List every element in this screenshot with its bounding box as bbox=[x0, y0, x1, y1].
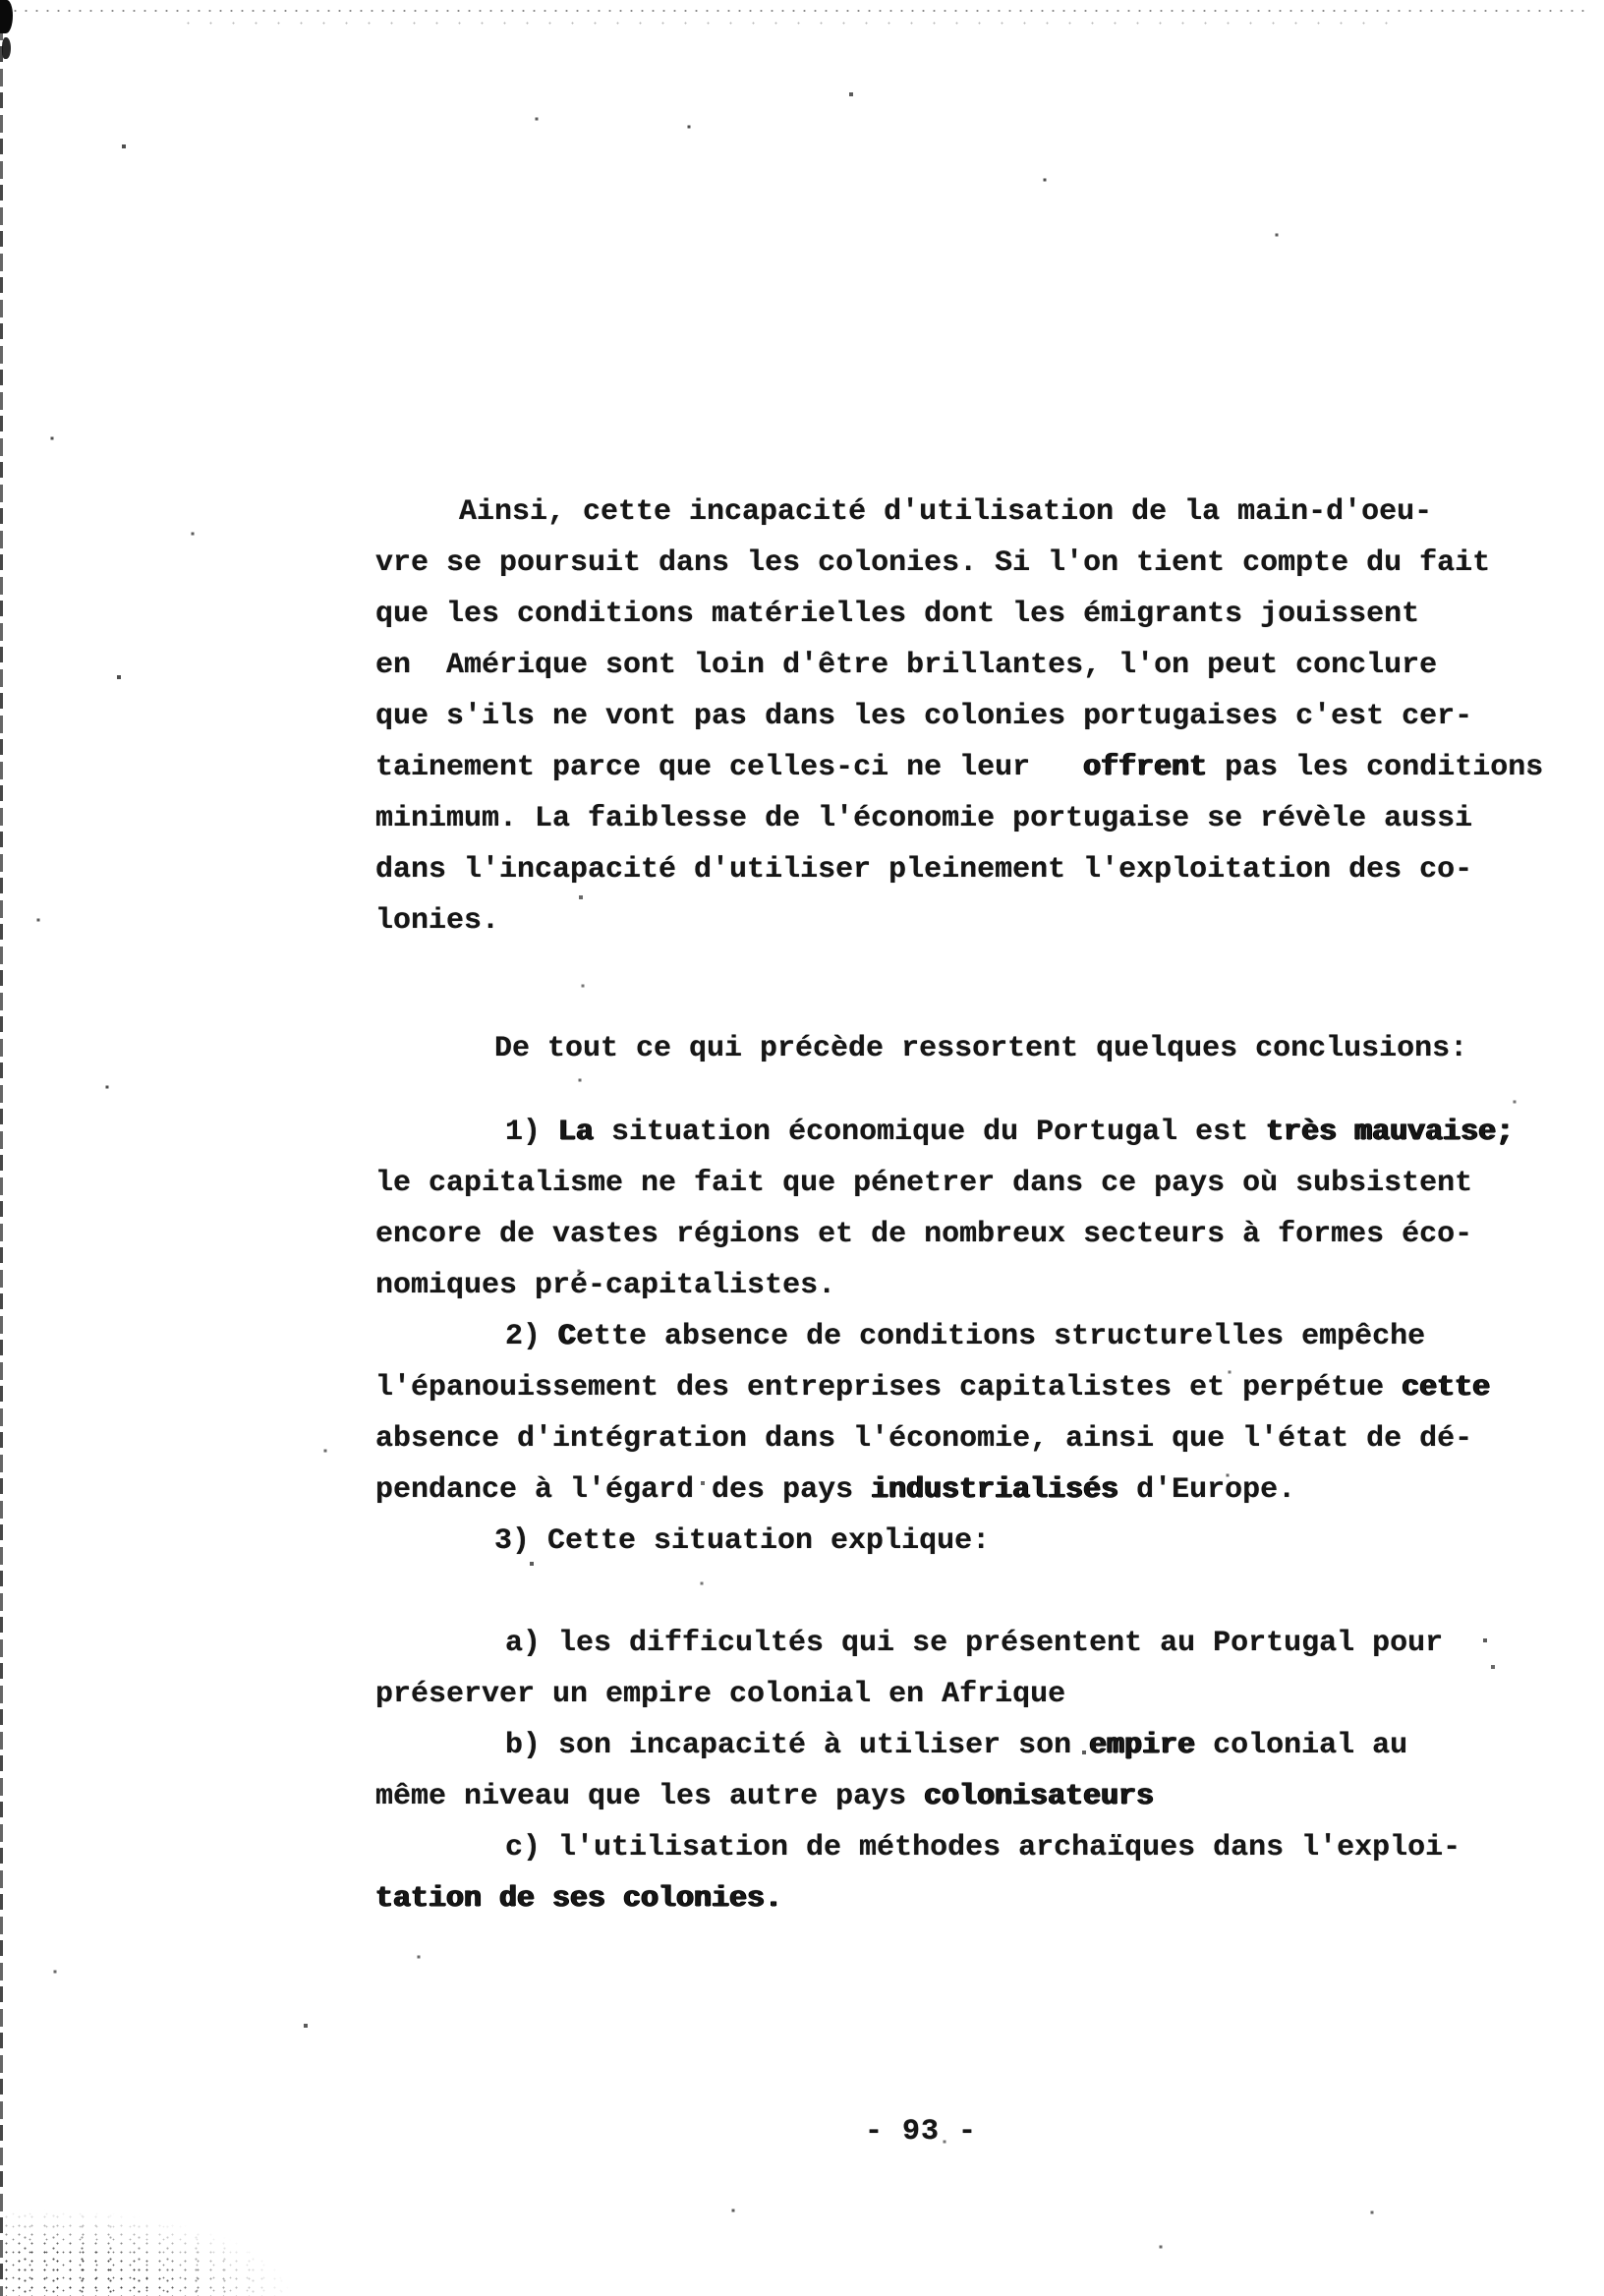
text-segment: tainement parce que celles-ci ne leur bbox=[375, 751, 1084, 784]
text-line bbox=[375, 895, 1535, 947]
text-segment: minimum. La faiblesse de l'économie portugaise se révèle aussi bbox=[375, 802, 1473, 835]
text-line bbox=[375, 1516, 1535, 1567]
text-segment: même niveau que les autre pays bbox=[375, 1780, 925, 1813]
text-segment: lonies. bbox=[375, 904, 500, 938]
text-segment: vre se poursuit dans les colonies. Si l'on tient compte du fait bbox=[375, 546, 1491, 580]
text-line bbox=[375, 1822, 1535, 1873]
overstruck-text: La bbox=[558, 1116, 595, 1149]
document-text bbox=[375, 487, 1544, 1924]
overstruck-text: industrialisés bbox=[871, 1473, 1119, 1507]
text-line bbox=[375, 589, 1535, 640]
text-line bbox=[375, 487, 1535, 538]
text-segment: dans l'incapacité d'utiliser pleinement l'exploitation des co- bbox=[375, 853, 1473, 887]
scan-artifact-left-edge-line bbox=[0, 0, 3, 2296]
text-segment: en Amérique sont loin d'être brillantes, l'on peut conclure bbox=[375, 649, 1438, 682]
text-segment: absence d'intégration dans l'économie, ainsi que l'état de dé- bbox=[375, 1422, 1473, 1456]
overstruck-text: C bbox=[558, 1320, 577, 1353]
text-segment: pendance à l'égard des pays bbox=[375, 1473, 872, 1507]
text-line bbox=[375, 1464, 1535, 1516]
text-segment: préserver un empire colonial en Afrique bbox=[375, 1678, 1066, 1711]
text-segment: l'épanouissement des entreprises capitalistes et perpétue bbox=[375, 1371, 1403, 1405]
text-segment: que s'ils ne vont pas dans les colonies portugaises c'est cer- bbox=[375, 700, 1473, 733]
text-line bbox=[375, 1669, 1535, 1720]
text-segment: b) son incapacité à utiliser son bbox=[505, 1729, 1090, 1762]
text-segment: a) les difficultés qui se présentent au Portugal pour bbox=[505, 1627, 1444, 1660]
text-line bbox=[375, 1260, 1535, 1311]
overstruck-text: offrent bbox=[1083, 751, 1208, 784]
text-segment: le capitalisme ne fait que pénetrer dans ce pays où subsistent bbox=[375, 1167, 1473, 1200]
text-line bbox=[375, 1107, 1535, 1158]
scan-artifact-top-edge-speckle bbox=[10, 9, 1592, 13]
text-segment: nomiques pré-capitalistes. bbox=[375, 1269, 836, 1302]
text-line bbox=[375, 640, 1535, 691]
text-line bbox=[375, 1023, 1535, 1074]
text-line bbox=[375, 1618, 1535, 1669]
text-line bbox=[375, 742, 1544, 793]
overstruck-text: très mauvaise; bbox=[1266, 1116, 1515, 1149]
text-segment: 1) bbox=[505, 1116, 559, 1149]
scan-artifact-top-left-blob bbox=[0, 0, 13, 33]
text-line bbox=[375, 1311, 1535, 1362]
overstruck-text: colonisateurs bbox=[924, 1780, 1155, 1813]
text-segment: encore de vastes régions et de nombreux secteurs à formes éco- bbox=[375, 1218, 1473, 1251]
text-line bbox=[375, 1209, 1535, 1260]
overstruck-text: empire bbox=[1089, 1729, 1196, 1762]
text-segment: De tout ce qui précède ressortent quelques conclusions: bbox=[494, 1032, 1468, 1065]
scan-artifact-specks bbox=[0, 0, 2, 2]
text-line bbox=[375, 1771, 1535, 1822]
page-number: - 93 - bbox=[865, 2115, 978, 2149]
text-line bbox=[375, 793, 1535, 844]
text-segment: c) l'utilisation de méthodes archaïques dans l'exploi- bbox=[505, 1831, 1461, 1865]
overstruck-text: tation de ses colonies. bbox=[375, 1882, 783, 1916]
text-line bbox=[375, 1873, 1535, 1924]
text-segment: ette absence de conditions structurelles empêche bbox=[576, 1320, 1426, 1353]
text-segment: colonial au bbox=[1195, 1729, 1408, 1762]
text-line bbox=[375, 1413, 1535, 1464]
text-line bbox=[375, 844, 1535, 895]
text-line bbox=[375, 1362, 1535, 1413]
text-segment: que les conditions matérielles dont les émigrants jouissent bbox=[375, 598, 1420, 631]
text-line bbox=[375, 1720, 1535, 1771]
text-segment: Ainsi, cette incapacité d'utilisation de la main-d'oeu- bbox=[459, 495, 1433, 529]
text-line bbox=[375, 691, 1535, 742]
text-segment: 2) bbox=[505, 1320, 559, 1353]
text-segment: d'Europe. bbox=[1118, 1473, 1296, 1507]
text-line bbox=[375, 538, 1535, 589]
scan-artifact-bottom-left-speckle bbox=[0, 2204, 334, 2296]
text-segment: pas les conditions bbox=[1207, 751, 1544, 784]
scan-artifact-top-left-blob-2 bbox=[2, 37, 11, 59]
text-segment: 3) Cette situation explique: bbox=[494, 1524, 991, 1558]
overstruck-text: cette bbox=[1402, 1371, 1491, 1405]
text-line bbox=[375, 1158, 1535, 1209]
scan-artifact-top-edge-speckle-2 bbox=[177, 22, 1405, 25]
text-segment: situation économique du Portugal est bbox=[594, 1116, 1267, 1149]
